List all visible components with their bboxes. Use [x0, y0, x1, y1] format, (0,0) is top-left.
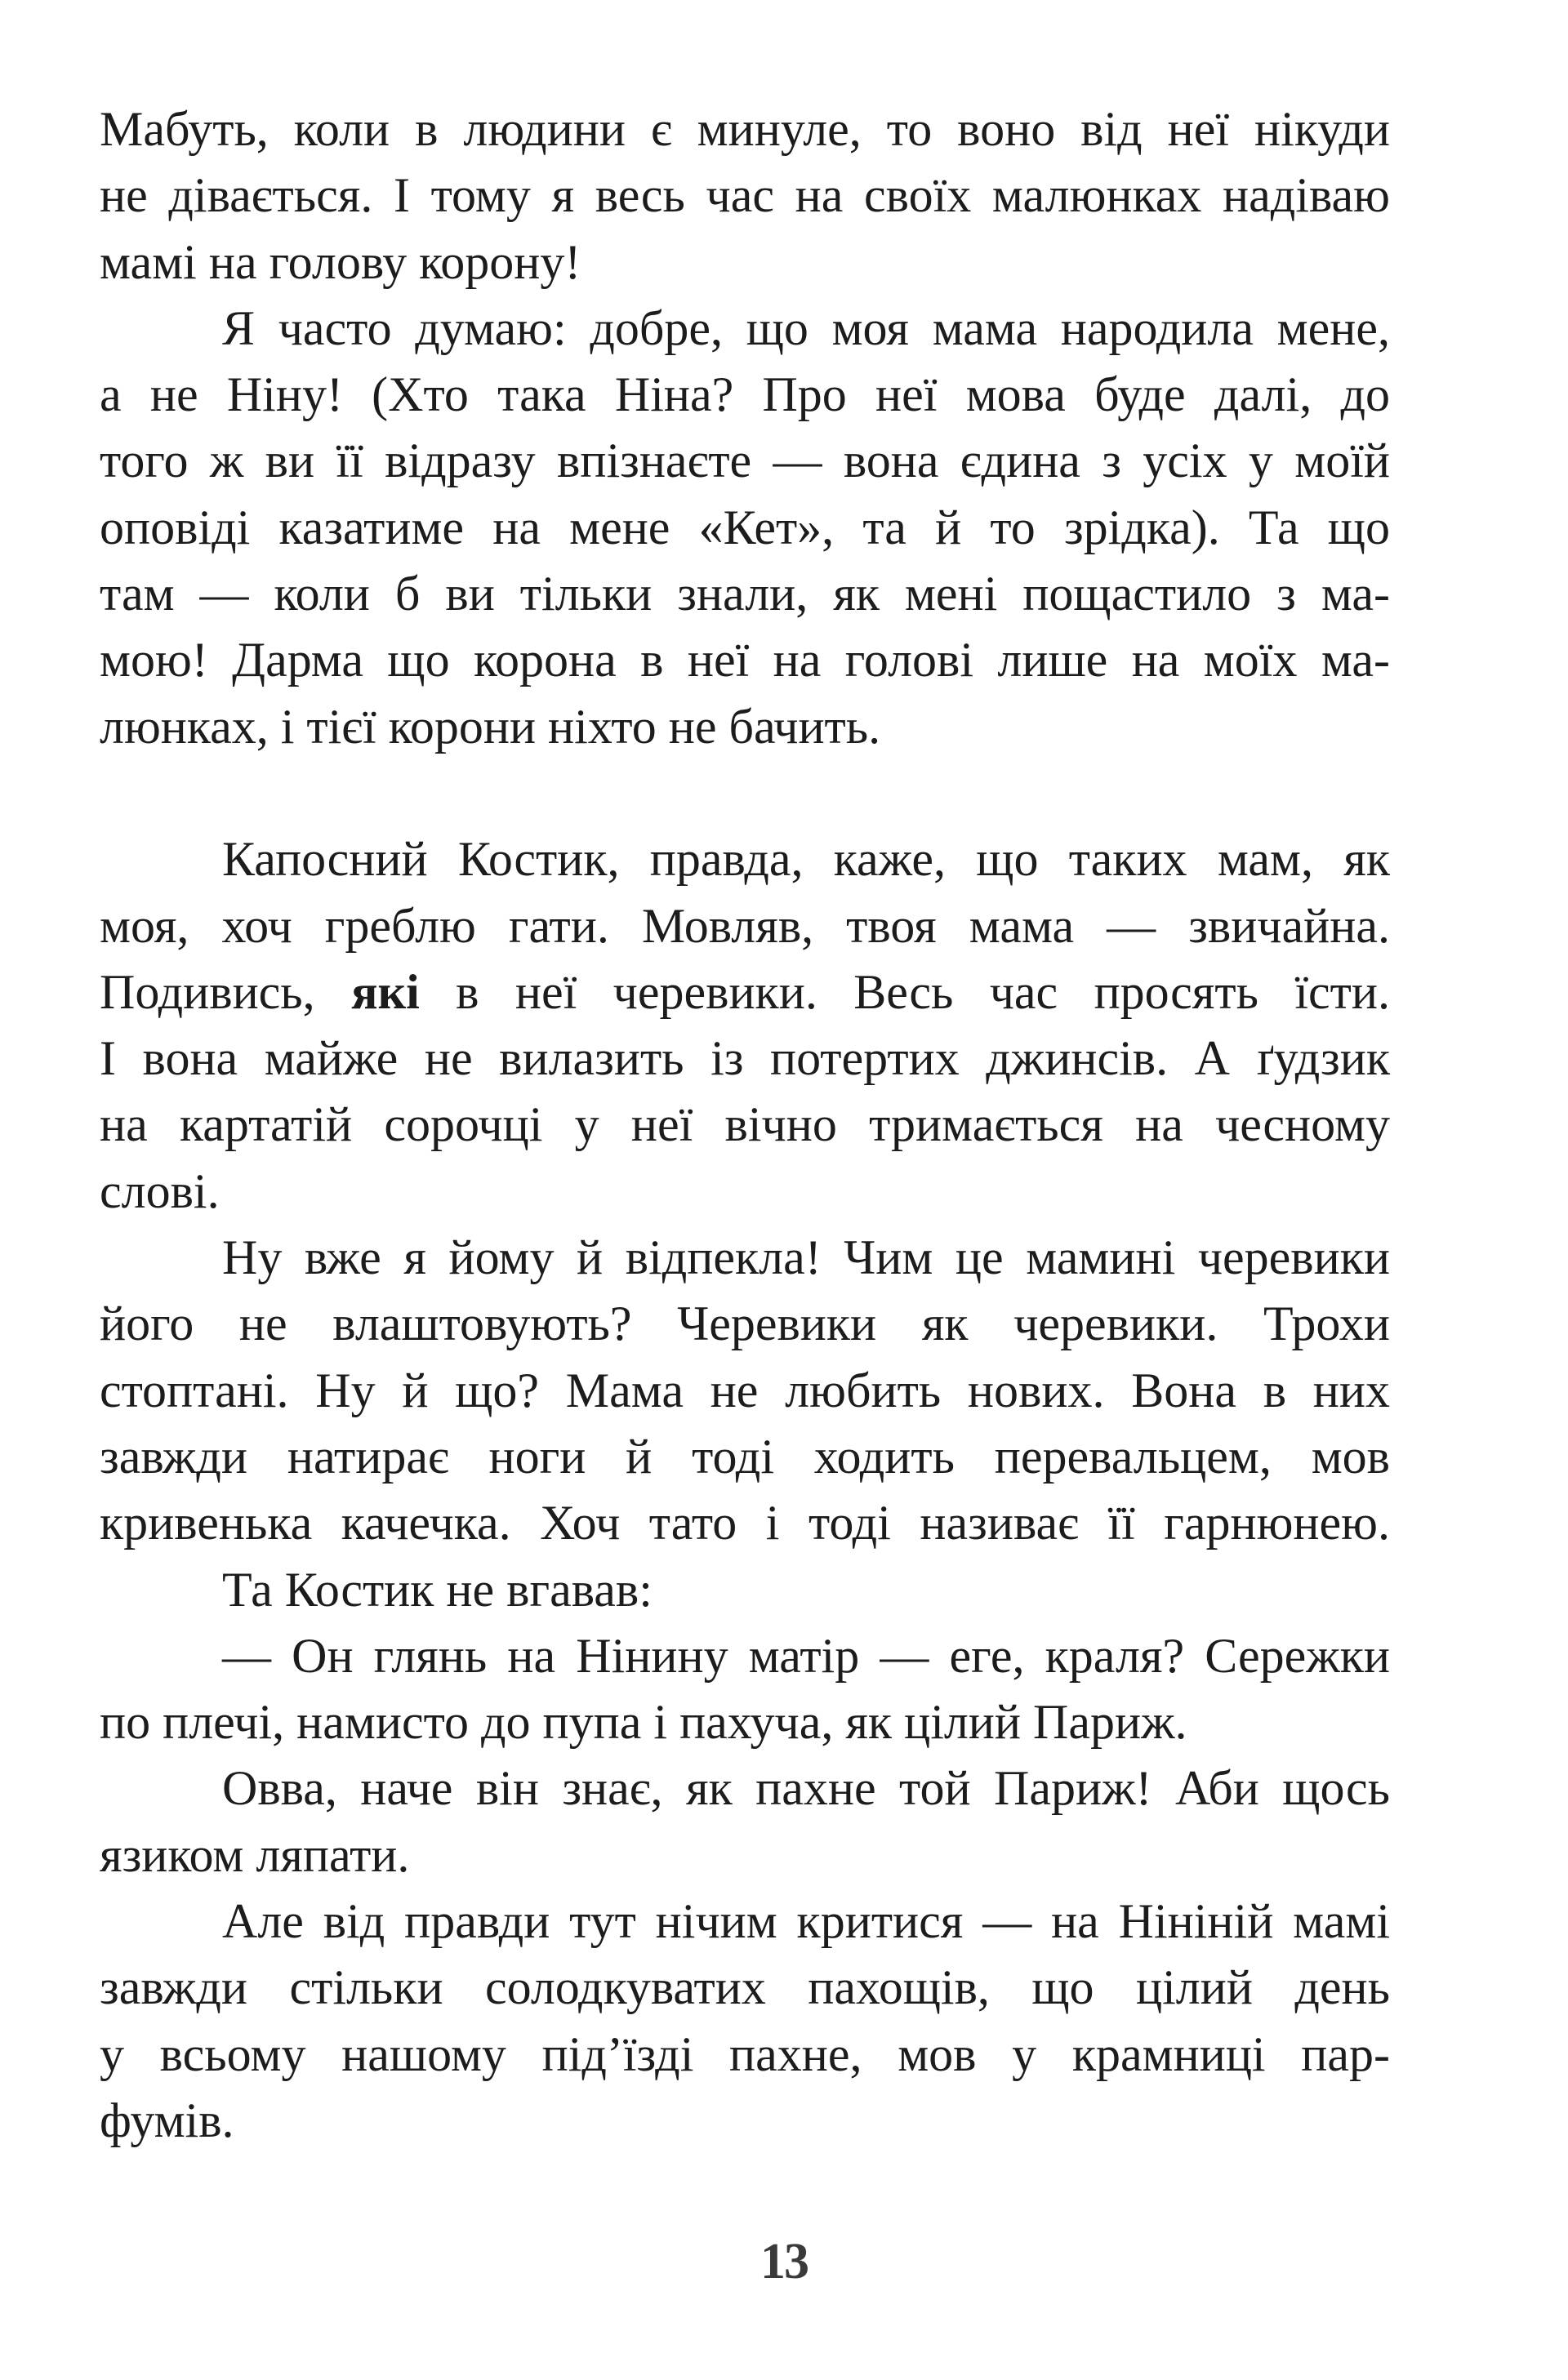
- paragraph: [100, 1888, 1390, 2154]
- text-line: моя, хоч греблю гати. Мовляв, твоя мама — звичайна.: [100, 898, 1390, 953]
- text-line: Мабуть, коли в людини є минуле, то воно від неї нікуди: [100, 102, 1390, 156]
- text-line: Але від правди тут нічим критися — на Нініній мамі: [222, 1894, 1390, 1949]
- text-line: по плечі, намисто до пупа і пахуча, як цілий Париж.: [100, 1695, 1187, 1750]
- text-line: там — коли б ви тільки знали, як мені пощастило з ма-: [100, 567, 1390, 621]
- text-line: оповіді казатиме на мене «Кет», та й то зрідка). Та що: [100, 500, 1390, 554]
- text-line: Та Костик не вгавав:: [222, 1562, 653, 1617]
- text-line: не дівається. І тому я весь час на своїх малюнках надіваю: [100, 168, 1390, 223]
- paragraph: [100, 826, 1390, 1225]
- paragraph: [100, 96, 1390, 296]
- text-line: люнках, і тієї корони ніхто не бачить.: [100, 699, 881, 754]
- text-line: язиком ляпати.: [100, 1827, 410, 1882]
- text-line: Овва, наче він знає, як пахне той Париж! Аби щось: [222, 1761, 1390, 1816]
- dialogue-paragraph: [100, 1623, 1390, 1756]
- text-line: у всьому нашому під’їзді пахне, мов у крамниці пар-: [100, 2026, 1390, 2081]
- body-text: [100, 96, 1390, 2154]
- text-line: завжди стільки солодкуватих пахощів, що цілий день: [100, 1960, 1390, 2015]
- text-line: стоптані. Ну й що? Мама не любить нових. Вона в них: [100, 1363, 1390, 1417]
- text-line: Капосний Костик, правда, каже, що таких мам, як: [222, 832, 1390, 887]
- emphasized-word: які: [351, 964, 420, 1019]
- text-line: І вона майже не вилазить із потертих джинсів. А ґудзик: [100, 1031, 1390, 1086]
- text-line: завжди натирає ноги й тоді ходить перевальцем, мов: [100, 1429, 1390, 1484]
- page-number: 13: [760, 2234, 808, 2289]
- text-line: Ну вже я йому й відпекла! Чим це мамині черевики: [222, 1230, 1390, 1285]
- paragraph: [100, 1557, 1390, 1623]
- text-line: мою! Дарма що корона в неї на голові лише на моїх ма-: [100, 633, 1390, 687]
- text-line: кривенька качечка. Хоч тато і тоді називає її гарнюнею.: [100, 1496, 1390, 1550]
- text-line: того ж ви її відразу впізнаєте — вона єдина з усіх у моїй: [100, 434, 1390, 488]
- paragraph: [100, 1225, 1390, 1556]
- text-segment: Подивись,: [100, 964, 352, 1019]
- text-line: а не Ніну! (Хто така Ніна? Про неї мова буде далі, до: [100, 367, 1390, 422]
- text-line: мамі на голову корону!: [100, 234, 581, 289]
- text-line: — Он глянь на Нінину матір — еге, краля? Сережки: [222, 1628, 1390, 1683]
- text-line: фумів.: [100, 2093, 234, 2147]
- text-segment: в неї черевики. Весь час просять їсти.: [419, 964, 1390, 1019]
- paragraph: [100, 296, 1390, 760]
- text-line: [100, 959, 1390, 1025]
- text-line: слові.: [100, 1163, 220, 1218]
- text-line: на картатій сорочці у неї вічно тримається на чесному: [100, 1097, 1390, 1152]
- section-break: [100, 760, 1390, 826]
- text-line: його не влаштовують? Черевики як черевики. Трохи: [100, 1297, 1390, 1351]
- text-line: Я часто думаю: добре, що моя мама народила мене,: [222, 300, 1390, 355]
- paragraph: [100, 1755, 1390, 1888]
